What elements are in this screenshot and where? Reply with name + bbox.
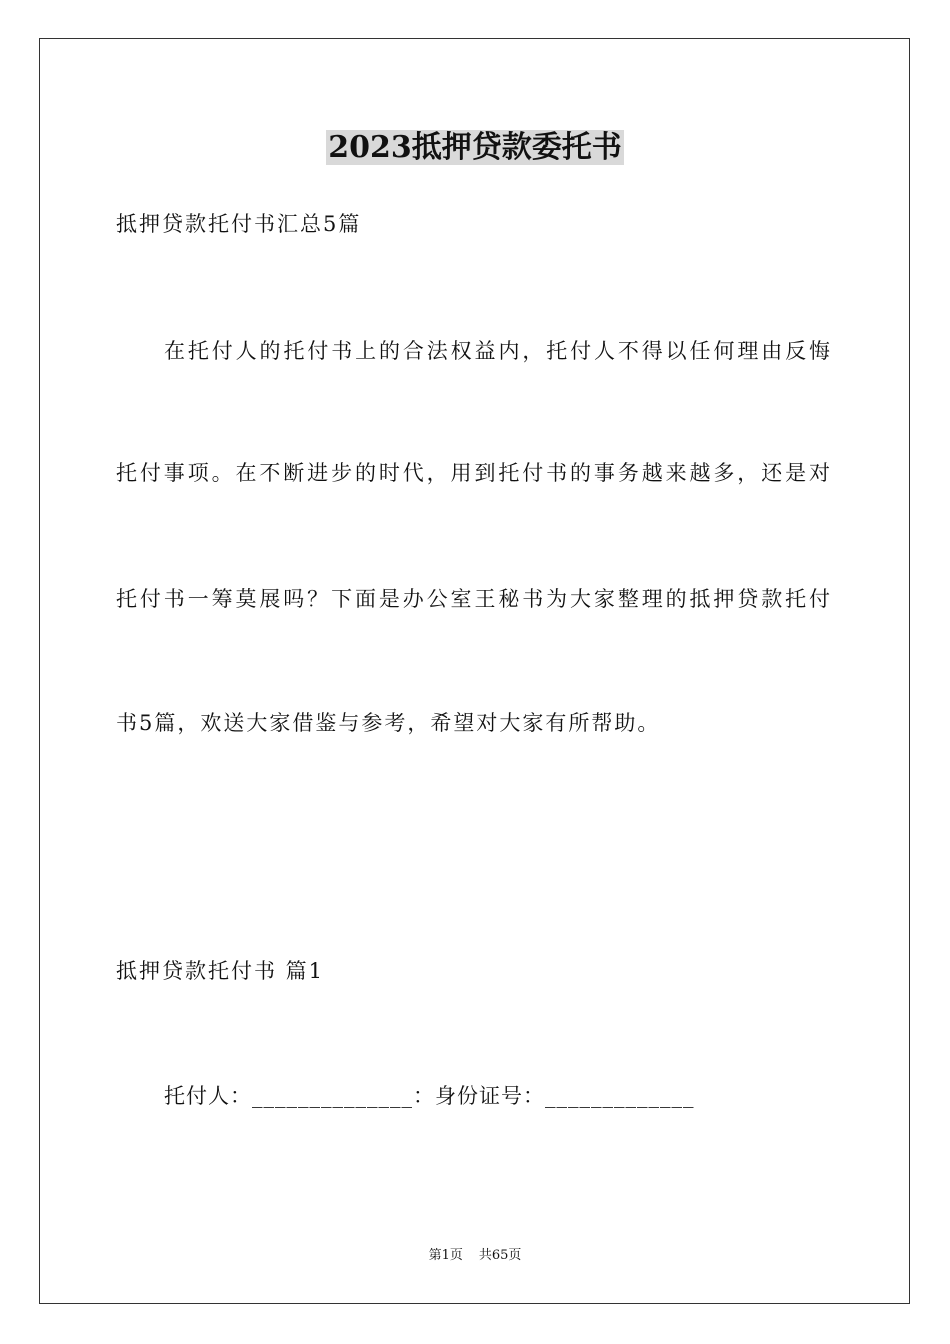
- title-text: 2023抵押贷款委托书: [328, 130, 622, 165]
- paragraph-line-2: 托付事项。在不断进步的时代，用到托付书的事务越来越多，还是对: [116, 461, 830, 485]
- section-heading: 抵押贷款托付书 篇1: [116, 959, 325, 983]
- page-footer: [0, 1247, 950, 1265]
- subtitle: 抵押贷款托付书汇总5篇: [116, 212, 362, 236]
- document-title: [0, 126, 950, 170]
- page-current: 第1页: [428, 1248, 463, 1263]
- paragraph-line-3: 托付书一筹莫展吗？下面是办公室王秘书为大家整理的抵押贷款托付: [116, 587, 830, 611]
- paragraph-line-4: 书5篇，欢送大家借鉴与参考，希望对大家有所帮助。: [116, 711, 661, 735]
- form-line-principal-id: 托付人：______________：身份证号：_____________: [164, 1084, 695, 1108]
- page-total: 共65页: [478, 1248, 522, 1263]
- paragraph-line-1: 在托付人的托付书上的合法权益内，托付人不得以任何理由反悔: [164, 339, 830, 363]
